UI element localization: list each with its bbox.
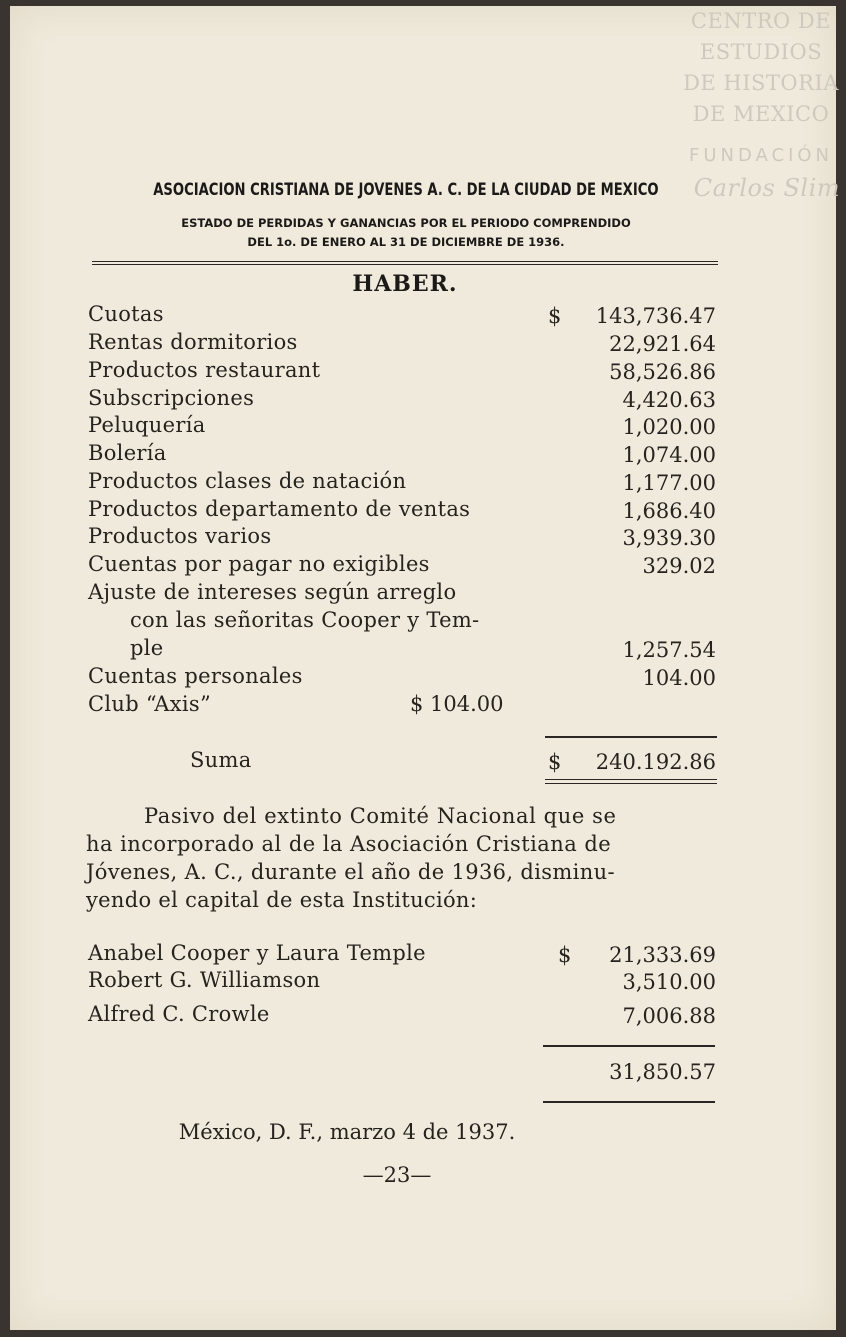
paragraph-line: Jóvenes, A. C., durante el año de 1936, disminu- (86, 860, 615, 884)
liability-row (88, 941, 720, 969)
ledger-row (88, 386, 720, 414)
page-number: —23— (362, 1163, 432, 1187)
paragraph-line: ha incorporado al de la Asociación Cristiana de (86, 832, 612, 856)
ledger-row (88, 413, 720, 441)
liability-total: 31,850.57 (609, 1060, 716, 1084)
row-label: Cuentas personales (88, 664, 303, 688)
liability-name: Robert G. Williamson (88, 968, 321, 992)
liability-amount: 3,510.00 (622, 970, 716, 994)
row-amount: 1,686.40 (622, 499, 716, 523)
row-amount: 1,257.54 (622, 638, 716, 662)
ledger-row (88, 358, 720, 386)
row-label: Subscripciones (88, 386, 255, 410)
liability-amount: 21,333.69 (609, 943, 716, 967)
ledger-row (88, 664, 720, 692)
ledger-row (88, 302, 720, 330)
row-label: Cuotas (88, 302, 164, 326)
ledger-row (88, 469, 720, 497)
total-rule (543, 1101, 715, 1103)
row-label: ple (130, 636, 164, 660)
ledger-row (88, 580, 720, 608)
double-underline (545, 779, 717, 780)
document-title: ASOCIACION CRISTIANA DE JOVENES A. C. DE LA CIUDAD DE MEXICO (153, 180, 659, 200)
ledger-row (88, 330, 720, 358)
watermark-signature: Carlos Slim (693, 174, 840, 202)
row-label: Rentas dormitorios (88, 330, 298, 354)
row-label: Productos restaurant (88, 358, 321, 382)
row-label: Productos clases de natación (88, 469, 407, 493)
row-amount: 3,939.30 (622, 526, 716, 550)
place-date: México, D. F., marzo 4 de 1937. (178, 1120, 516, 1144)
currency-sign: $ (548, 304, 562, 328)
liability-amount: 7,006.88 (622, 1004, 716, 1028)
ledger-row (88, 636, 720, 664)
sum-label: Suma (190, 748, 252, 772)
currency-sign: $ (548, 750, 562, 774)
ledger-row (88, 497, 720, 525)
row-amount: 22,921.64 (609, 332, 716, 356)
row-sub-amount: $ 104.00 (410, 692, 504, 716)
document-subtitle: ESTADO DE PERDIDAS Y GANANCIAS POR EL PERIODO COMPRENDIDO (181, 216, 631, 230)
watermark-line: FUNDACIÓN (688, 145, 834, 166)
section-title: HABER. (352, 271, 458, 297)
row-amount: 58,526.86 (609, 360, 716, 384)
document-subtitle: DEL 1o. DE ENERO AL 31 DE DICIEMBRE DE 1936. (247, 235, 565, 249)
watermark-line: ESTUDIOS (699, 40, 823, 64)
row-amount: 143,736.47 (595, 304, 716, 328)
liability-row (88, 968, 720, 996)
watermark-line: DE HISTORIA (683, 71, 839, 95)
row-amount: 329.02 (642, 554, 716, 578)
row-label: Ajuste de intereses según arreglo (88, 580, 457, 604)
double-underline (545, 783, 717, 784)
watermark-line: DE MEXICO (692, 102, 830, 126)
row-label: con las señoritas Cooper y Tem- (130, 608, 480, 632)
row-label: Bolería (88, 441, 167, 465)
liability-paragraph (86, 802, 718, 914)
row-amount: 1,177.00 (622, 471, 716, 495)
sum-amount: 240.192.86 (595, 750, 716, 774)
row-amount: 1,074.00 (622, 443, 716, 467)
row-label: Club “Axis” (88, 692, 211, 716)
double-rule (92, 261, 718, 265)
row-amount: 1,020.00 (622, 415, 716, 439)
row-amount: 104.00 (642, 666, 716, 690)
liability-total-row (88, 1058, 720, 1086)
ledger-row (88, 441, 720, 469)
total-rule (545, 736, 717, 738)
watermark-line: CENTRO DE (690, 9, 832, 33)
ledger-row (88, 692, 720, 720)
paragraph-line: yendo el capital de esta Institución: (86, 888, 478, 912)
ledger-row (88, 608, 720, 636)
liability-row (88, 1002, 720, 1030)
currency-sign: $ (558, 943, 572, 967)
ledger-row (88, 524, 720, 552)
paragraph-line: Pasivo del extinto Comité Nacional que se (144, 804, 617, 828)
row-label: Productos varios (88, 524, 272, 548)
watermark-stamp (676, 6, 846, 204)
ledger-row (88, 552, 720, 580)
row-label: Peluquería (88, 413, 206, 437)
liability-name: Alfred C. Crowle (88, 1002, 270, 1026)
liability-name: Anabel Cooper y Laura Temple (88, 941, 426, 965)
total-rule (543, 1045, 715, 1047)
row-label: Productos departamento de ventas (88, 497, 471, 521)
row-label: Cuentas por pagar no exigibles (88, 552, 430, 576)
row-amount: 4,420.63 (622, 388, 716, 412)
sum-row (88, 748, 720, 776)
